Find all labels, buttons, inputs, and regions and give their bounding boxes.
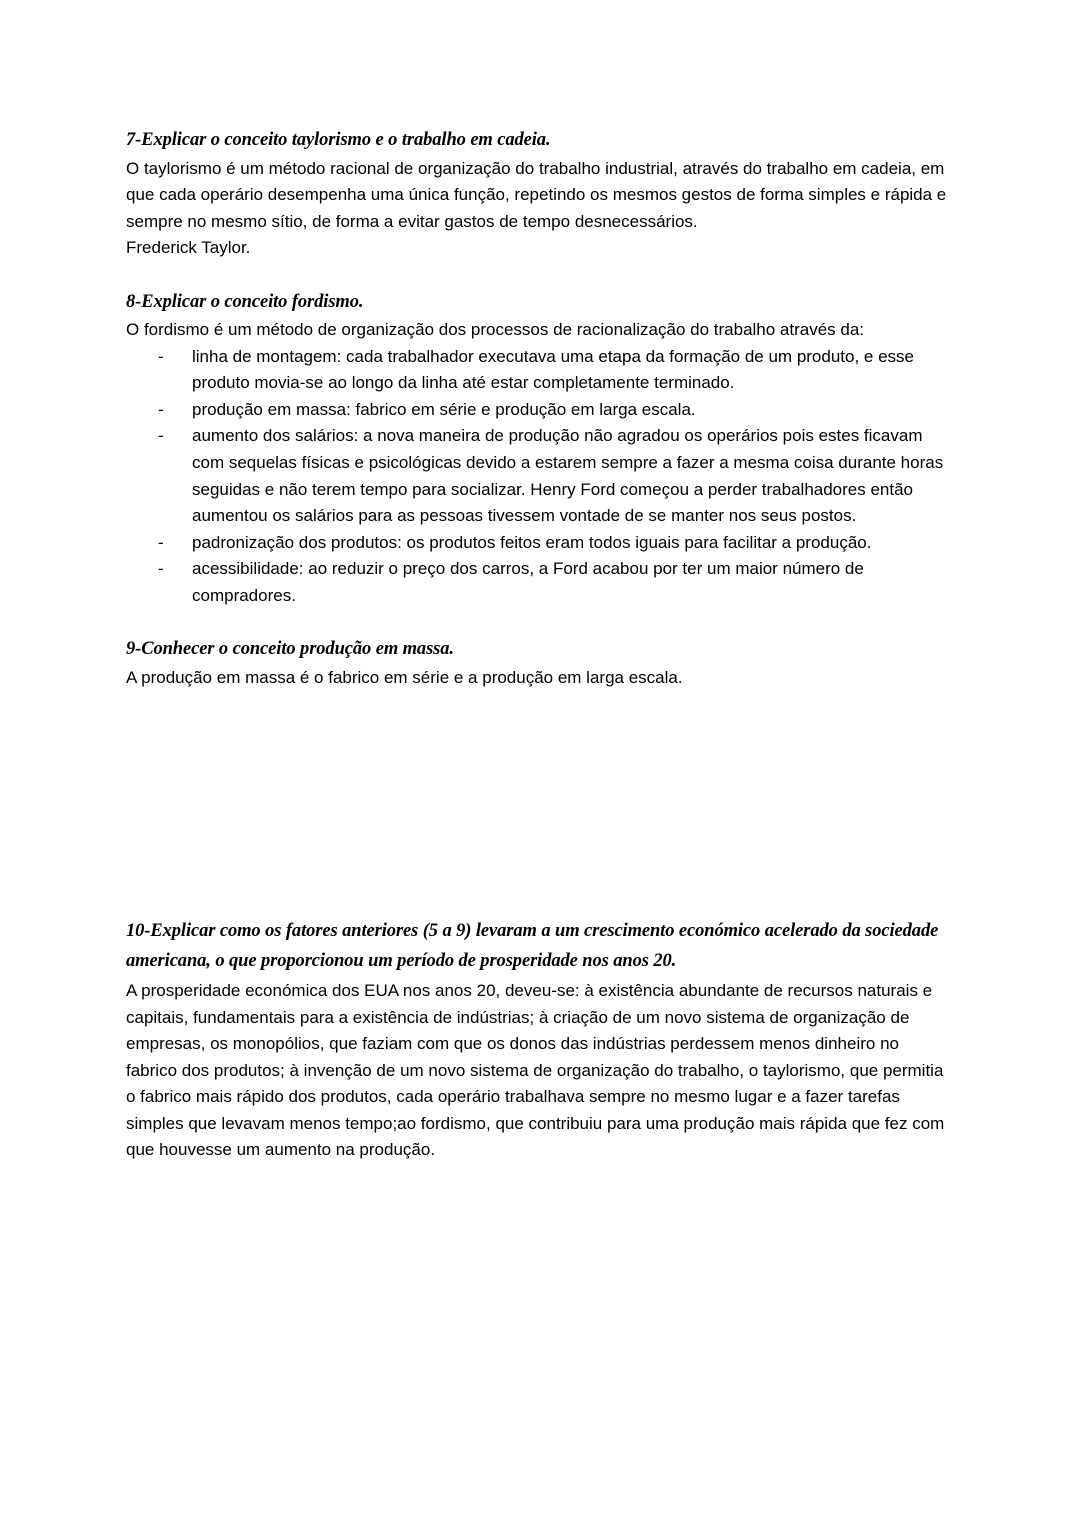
dash-marker-icon: -: [158, 399, 164, 419]
section-paragraph-q9-1: A produção em massa é o fabrico em série e a produção em larga escala.: [126, 667, 683, 687]
section-q10: [126, 917, 948, 1164]
list-item: [126, 344, 948, 397]
section-paragraph-q7-2: Frederick Taylor.: [126, 238, 251, 258]
list-item: [126, 423, 948, 529]
section-heading-q10: 10-Explicar como os fatores anteriores (5 a 9) levaram a um crescimento económico acelerado da sociedade americana, o que proporcionou um período de prosperidade nos anos 20.: [126, 921, 939, 972]
list-item-text: padronização dos produtos: os produtos feitos eram todos iguais para facilitar a produção.: [192, 532, 872, 552]
list-item-text: produção em massa: fabrico em série e produção em larga escala.: [192, 399, 696, 419]
section-q7: [126, 126, 948, 262]
dash-marker-icon: -: [158, 559, 164, 579]
list-item: [126, 556, 948, 609]
section-paragraph-q10-1: A prosperidade económica dos EUA nos anos 20, deveu-se: à existência abundante de recursos naturais e capitais, fundamentais para a existência de indústrias; à criação de um novo sistema de organização de empresas, os monopólios, que faziam com que os donos das indústrias perdessem menos dinheiro no fabrico dos produtos; à invenção de um novo sistema de organização do trabalho, o taylorismo, que permitia o fabrico mais rápido dos produtos, cada operário trabalhava sempre no mesmo lugar e a fazer tarefas simples que levavam menos tempo;ao fordismo, que contribuiu para uma produção mais rápida que fez com que houvesse um aumento na produção.: [126, 981, 945, 1160]
section-heading-q8: 8-Explicar o conceito fordismo.: [126, 291, 364, 312]
list-item-text: linha de montagem: cada trabalhador executava uma etapa da formação de um produto, e esse produto movia-se ao longo da linha até estar completamente terminado.: [192, 346, 915, 393]
section-paragraph-q8-1: O fordismo é um método de organização dos processos de racionalização do trabalho através da:: [126, 320, 865, 340]
list-item: [126, 397, 948, 424]
section-heading-q7: 7-Explicar o conceito taylorismo e o trabalho em cadeia.: [126, 130, 551, 150]
list-item: [126, 530, 948, 557]
list-item-text: acessibilidade: ao reduzir o preço dos carros, a Ford acabou por ter um maior número de compradores.: [192, 559, 864, 605]
section-paragraph-q7-1: O taylorismo é um método racional de organização do trabalho industrial, através do trabalho em cadeia, em que cada operário desempenha uma única função, repetindo os mesmos gestos de forma simples e rápida e sempre no mesmo sítio, de forma a evitar gastos de tempo desnecessários.: [126, 158, 947, 231]
section-q8: [126, 288, 948, 609]
list-item-text: aumento dos salários: a nova maneira de produção não agradou os operários pois estes ficavam com sequelas físicas e psicológicas devido a estarem sempre a fazer a mesma coisa durante horas seguidas e não terem tempo para socializar. Henry Ford começou a perder trabalhadores então aumentou os salários para as pessoas tivessem vontade de se manter nos seus postos.: [192, 426, 944, 526]
fordism-list: [126, 344, 948, 609]
dash-marker-icon: -: [158, 346, 164, 366]
dash-marker-icon: -: [158, 532, 164, 552]
section-heading-q9: 9-Conhecer o conceito produção em massa.: [126, 639, 454, 660]
document-body: [126, 126, 948, 1164]
section-q9: [126, 635, 948, 691]
dash-marker-icon: -: [158, 426, 164, 446]
page-break-gap: [126, 717, 948, 917]
